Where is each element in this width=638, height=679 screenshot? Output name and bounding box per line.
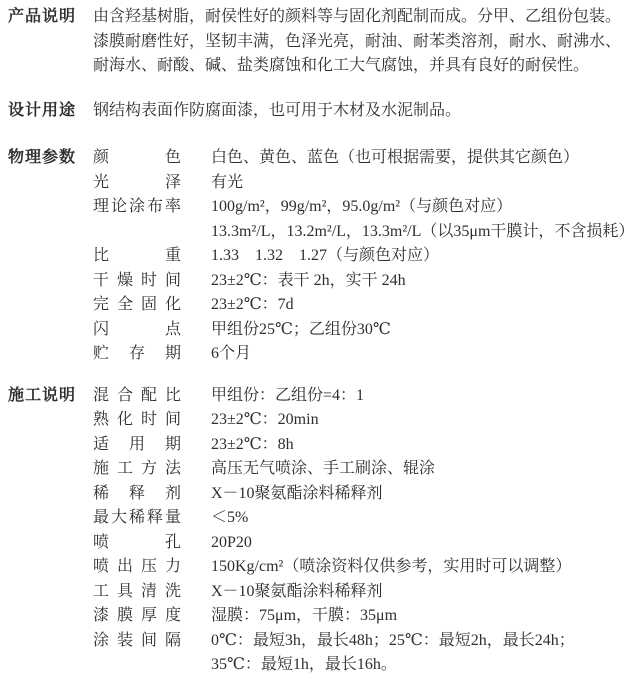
param-value [211, 195, 634, 244]
paragraph-line: 由含羟基树脂，耐侯性好的颜料等与固化剂配制而成。分甲、乙组份包装。 [93, 8, 622, 25]
param-value [211, 244, 634, 269]
param-value [211, 629, 634, 678]
paragraph-line: 钢结构表面作防腐面漆，也可用于木材及水泥制品。 [93, 101, 462, 119]
param-row [93, 244, 634, 269]
paragraph-line: 漆膜耐磨性好，坚韧丰满，色泽光亮，耐油、耐苯类溶剂，耐水、耐沸水、 [93, 32, 622, 50]
param-value-line: 23±2℃：20min [211, 411, 319, 428]
section-application-instructions [8, 384, 634, 678]
param-label: 熟化时间 [93, 411, 181, 428]
param-label: 工具清洗 [93, 582, 181, 600]
sections-container [8, 5, 634, 678]
param-value-line: 20P20 [211, 533, 252, 551]
param-value-line: 有光 [211, 173, 244, 191]
param-value-line: X－10聚氨酯涂料稀释剂 [211, 582, 383, 600]
param-row [93, 342, 634, 367]
section-body [93, 99, 634, 124]
param-label: 混合配比 [93, 386, 181, 404]
param-row [93, 384, 634, 409]
param-row [93, 146, 634, 171]
param-label: 喷孔 [93, 533, 181, 551]
param-row [93, 531, 634, 556]
param-label: 涂装间隔 [93, 631, 181, 649]
param-value-line: 白色、黄色、蓝色（也可根据需要，提供其它颜色） [211, 149, 580, 166]
section-title: 施工说明 [8, 386, 77, 404]
param-value [211, 555, 634, 580]
param-row [93, 171, 634, 196]
param-value [211, 171, 634, 196]
param-value [211, 457, 634, 482]
section-title: 设计用途 [8, 101, 77, 119]
param-label: 漆膜厚度 [93, 607, 181, 624]
param-value [211, 384, 634, 409]
param-value [211, 293, 634, 318]
param-label: 光泽 [93, 173, 181, 191]
param-value-line: 13.3m²/L，13.2m²/L，13.3m²/L（以35μm干膜计，不含损耗） [211, 222, 635, 240]
param-row [93, 629, 634, 678]
param-value-line: 6个月 [211, 345, 252, 362]
param-value-line: X－10聚氨酯涂料稀释剂 [211, 484, 383, 502]
section-physical-parameters [8, 146, 634, 367]
param-label: 适用期 [93, 435, 181, 453]
param-value [211, 580, 634, 605]
param-label: 稀释剂 [93, 484, 181, 502]
param-value [211, 506, 634, 531]
param-row [93, 433, 634, 458]
param-row [93, 506, 634, 531]
param-row [93, 482, 634, 507]
param-value [211, 604, 634, 629]
section-body [93, 5, 634, 79]
section-title: 物理参数 [8, 149, 77, 166]
param-row [93, 195, 634, 244]
param-value-line: 甲组份：乙组份=4：1 [211, 386, 365, 404]
param-value-line: 150Kg/cm²（喷涂资料仅供参考，实用时可以调整） [211, 558, 572, 575]
param-row [93, 457, 634, 482]
param-label: 比重 [93, 247, 181, 264]
param-label: 闪点 [93, 320, 181, 338]
param-label: 颜色 [93, 149, 181, 166]
param-value [211, 531, 634, 556]
param-value [211, 269, 634, 294]
param-value-line: 湿膜：75μm，干膜：35μm [211, 607, 398, 624]
param-row [93, 293, 634, 318]
param-value-line: 23±2℃：8h [211, 435, 294, 453]
param-label: 喷出压力 [93, 558, 181, 575]
param-label: 施工方法 [93, 460, 181, 477]
param-value [211, 433, 634, 458]
param-value [211, 146, 634, 171]
param-value-line: 0℃：最短3h，最长48h；25℃：最短2h，最长24h； [211, 631, 575, 649]
param-value-line: 35℃：最短1h，最长16h。 [211, 656, 397, 673]
param-label: 理论涂布率 [93, 198, 181, 215]
param-row [93, 580, 634, 605]
param-row [93, 555, 634, 580]
param-value-line: ＜5% [211, 509, 249, 526]
param-value [211, 482, 634, 507]
param-label: 贮存期 [93, 345, 181, 362]
param-row [93, 318, 634, 343]
section-product-description [8, 5, 634, 79]
section-design-purpose [8, 99, 634, 124]
paragraph-line: 耐海水、耐酸、碱、盐类腐蚀和化工大气腐蚀，并具有良好的耐侯性。 [93, 57, 590, 74]
section-title: 产品说明 [8, 8, 77, 25]
section-body [93, 384, 634, 678]
param-label: 干燥时间 [93, 271, 181, 289]
param-value-line: 23±2℃：7d [211, 296, 294, 313]
param-value-line: 23±2℃：表干 2h，实干 24h [211, 271, 406, 289]
param-row [93, 604, 634, 629]
param-row [93, 408, 634, 433]
param-row [93, 269, 634, 294]
param-value [211, 342, 634, 367]
param-value-line: 1.33 1.32 1.27（与颜色对应） [211, 247, 440, 264]
param-label: 完全固化 [93, 296, 181, 313]
param-value-line: 100g/m²，99g/m²，95.0g/m²（与颜色对应） [211, 198, 513, 215]
param-value [211, 408, 634, 433]
param-label: 最大稀释量 [93, 509, 181, 526]
param-value-line: 高压无气喷涂、手工刷涂、辊涂 [211, 460, 436, 477]
param-value [211, 318, 634, 343]
param-value-line: 甲组份25℃；乙组份30℃ [211, 320, 391, 338]
section-body [93, 146, 634, 367]
